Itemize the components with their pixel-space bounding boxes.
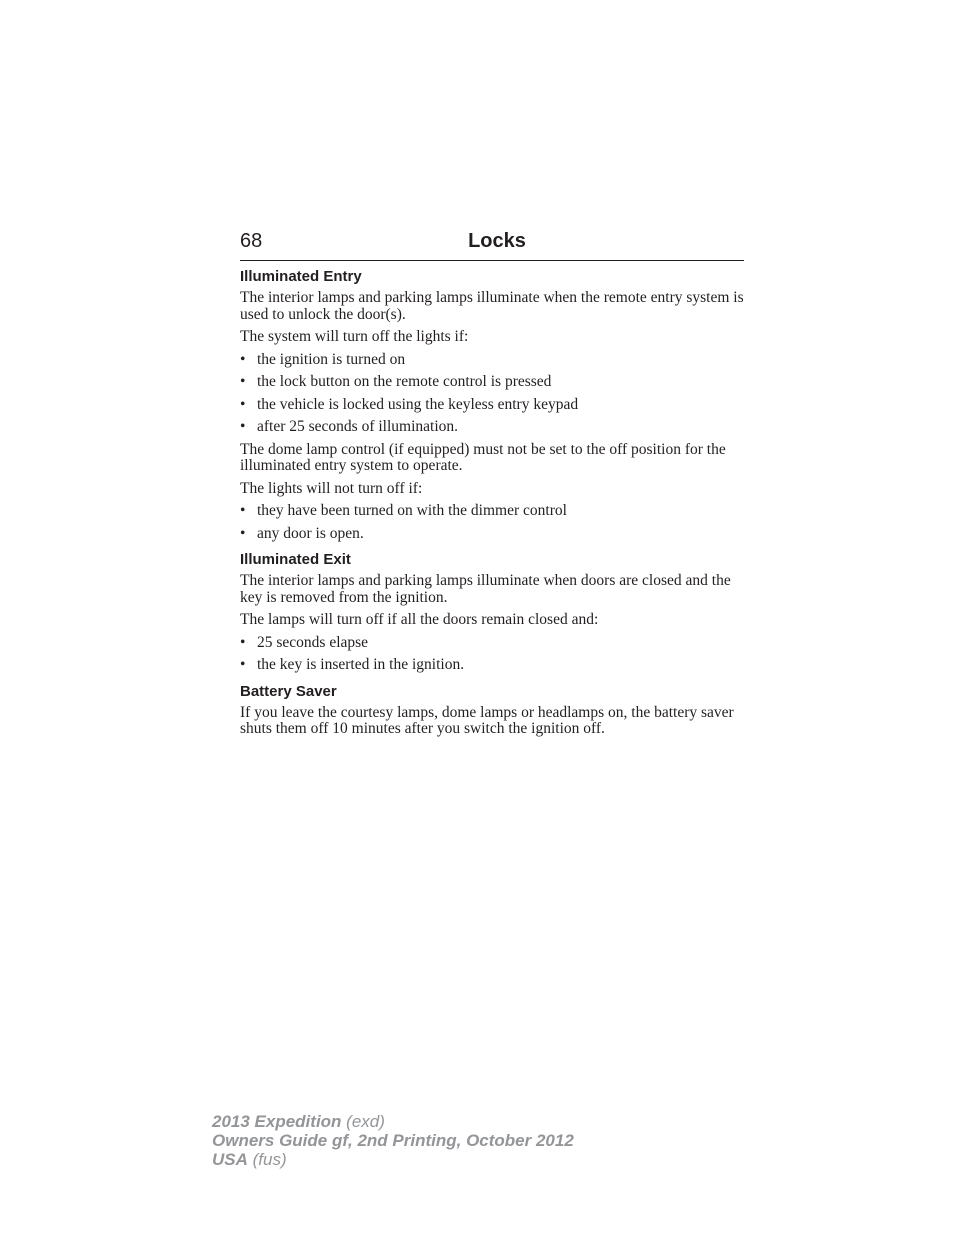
list-item-text: the lock button on the remote control is pressed (257, 373, 552, 390)
footer-model: 2013 Expedition (212, 1112, 342, 1131)
bullet-glyph: • (240, 502, 246, 519)
bullet-list (240, 352, 744, 436)
list-item-text: the key is inserted in the ignition. (257, 656, 465, 673)
section-title: Locks (468, 230, 526, 252)
footer-line (212, 1112, 574, 1131)
bullet-glyph: • (240, 656, 246, 673)
list-item (240, 352, 744, 369)
section-heading: Illuminated Entry (240, 268, 362, 285)
paragraph: If you leave the courtesy lamps, dome lamps or headlamps on, the battery saver shuts them off 10 minutes after you switch the ignition off. (240, 703, 734, 737)
paragraph: The system will turn off the lights if: (240, 328, 469, 345)
list-item-text: after 25 seconds of illumination. (257, 418, 459, 435)
section-illuminated-entry (240, 267, 744, 542)
list-item-text: the ignition is turned on (257, 350, 406, 368)
bullet-glyph: • (240, 373, 246, 390)
list-item-text: any door is open. (257, 524, 364, 542)
list-item (240, 503, 744, 520)
paragraph: The lights will not turn off if: (240, 479, 423, 497)
section-illuminated-exit (240, 550, 744, 674)
footer-printing: Owners Guide gf, 2nd Printing, October 2012 (212, 1131, 574, 1150)
list-item (240, 657, 744, 674)
bullet-list (240, 635, 744, 674)
footer-market-code: (fus) (247, 1150, 287, 1169)
footer-line (212, 1150, 574, 1169)
list-item-text: 25 seconds elapse (257, 633, 369, 651)
list-item (240, 397, 744, 414)
section-heading: Illuminated Exit (240, 551, 351, 568)
bullet-glyph: • (240, 418, 246, 435)
footer-line (212, 1131, 574, 1150)
list-item (240, 374, 744, 391)
bullet-glyph: • (240, 395, 246, 413)
paragraph: The lamps will turn off if all the doors remain closed and: (240, 611, 599, 628)
bullet-glyph: • (240, 633, 246, 651)
paragraph: The interior lamps and parking lamps illuminate when doors are closed and the key is removed from the ignition. (240, 572, 731, 606)
list-item-text: the vehicle is locked using the keyless entry keypad (257, 395, 579, 413)
list-item (240, 526, 744, 543)
section-heading: Battery Saver (240, 682, 337, 700)
list-item (240, 635, 744, 652)
page-number: 68 (240, 230, 263, 252)
list-item-text: they have been turned on with the dimmer control (257, 502, 567, 519)
document-footer (212, 1112, 574, 1169)
bullet-glyph: • (240, 524, 246, 542)
bullet-glyph: • (240, 350, 246, 368)
section-battery-saver (240, 682, 744, 738)
bullet-list (240, 503, 744, 542)
list-item (240, 419, 744, 436)
page-header (240, 229, 744, 261)
page-content (240, 267, 744, 746)
paragraph: The interior lamps and parking lamps illuminate when the remote entry system is used to unlock the door(s). (240, 289, 744, 323)
footer-model-code: (exd) (341, 1112, 385, 1131)
footer-market: USA (212, 1150, 248, 1169)
paragraph: The dome lamp control (if equipped) must not be set to the off position for the illuminated entry system to operate. (240, 440, 726, 474)
